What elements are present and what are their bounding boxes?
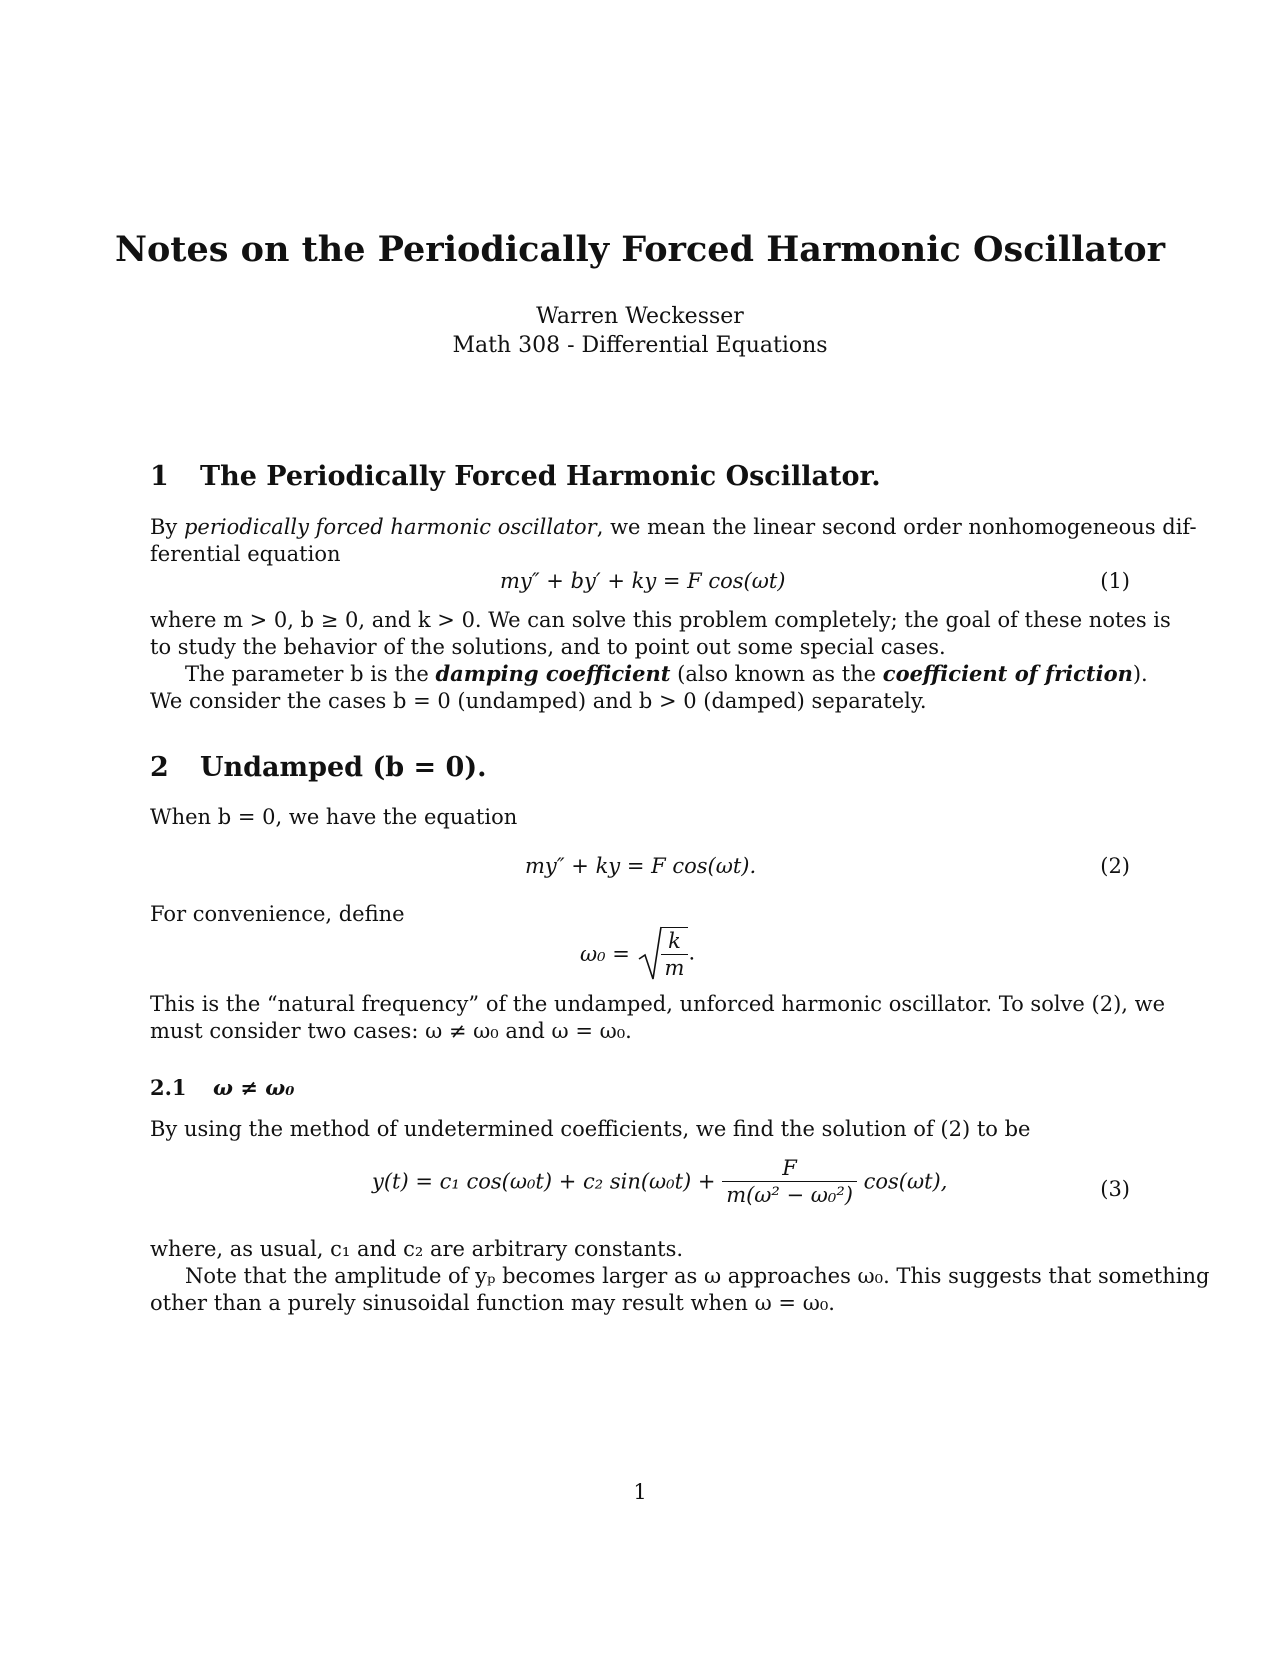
bold-term-coefficient-of-friction: coefficient of friction xyxy=(882,661,1133,686)
section-1-paragraph-3-line-2: We consider the cases b = 0 (undamped) and b > 0 (damped) separately. xyxy=(150,689,927,713)
section-2-paragraph-3-line-1: This is the “natural frequency” of the undamped, unforced harmonic oscillator. To solve (2), we xyxy=(150,992,1166,1016)
sqrt-fraction xyxy=(661,927,689,981)
equation-3-fraction xyxy=(722,1155,857,1208)
omega-zero-lhs: ω₀ = xyxy=(580,942,630,966)
fraction-denominator: m(ω² − ω₀²) xyxy=(722,1181,857,1208)
equation-2-label: (2) xyxy=(1100,854,1130,878)
subsection-2-1-paragraph-3-line-2: other than a purely sinusoidal function may result when ω = ω₀. xyxy=(150,1291,835,1315)
section-1-paragraph-3-line-1 xyxy=(185,660,1148,688)
fraction-numerator: k xyxy=(668,929,681,953)
italic-term: periodically forced harmonic oscillator xyxy=(183,515,597,539)
section-2-paragraph-2: For convenience, define xyxy=(150,902,405,926)
equation-3-lhs: y(t) = c₁ cos(ω₀t) + c₂ sin(ω₀t) + xyxy=(372,1169,716,1194)
equation-1: my″ + by′ + ky = F cos(ωt) xyxy=(500,569,786,593)
text-run: (also known as the xyxy=(670,662,883,686)
page-number: 1 xyxy=(633,1480,647,1504)
section-1-paragraph-2-line-2: to study the behavior of the solutions, and to point out some special cases. xyxy=(150,635,946,659)
section-1-number: 1 xyxy=(150,461,169,492)
equation-3-label: (3) xyxy=(1100,1177,1130,1201)
text-run: By xyxy=(150,515,184,539)
fraction-denominator: m xyxy=(661,954,689,981)
section-2-paragraph-3-line-2: must consider two cases: ω ≠ ω₀ and ω = ω₀. xyxy=(150,1019,632,1043)
section-1-paragraph-1-line-1 xyxy=(150,513,1197,541)
text-run: The parameter b is the xyxy=(185,662,436,686)
section-2-number: 2 xyxy=(150,752,169,783)
section-2-paragraph-1: When b = 0, we have the equation xyxy=(150,805,518,829)
equation-1-label: (1) xyxy=(1100,569,1130,593)
subsection-2-1-paragraph-3-line-1: Note that the amplitude of yₚ becomes larger as ω approaches ω₀. This suggests that something xyxy=(185,1264,1210,1288)
course-name: Math 308 - Differential Equations xyxy=(452,333,828,358)
section-2-title: Undamped (b = 0). xyxy=(200,752,487,783)
section-1-paragraph-1-line-2: ferential equation xyxy=(150,542,341,566)
author-name: Warren Weckesser xyxy=(536,304,744,329)
section-1-title: The Periodically Forced Harmonic Oscillator. xyxy=(200,461,881,492)
square-root: $\frac{k}{m}$ . xyxy=(637,925,696,983)
text-run: , we mean the linear second order nonhomogeneous dif- xyxy=(596,515,1197,539)
equation-2: my″ + ky = F cos(ωt). xyxy=(525,854,757,878)
subsection-2-1-paragraph-2: where, as usual, c₁ and c₂ are arbitrary constants. xyxy=(150,1237,684,1261)
subsection-2-1-paragraph-1: By using the method of undetermined coefficients, we find the solution of (2) to be xyxy=(150,1117,1031,1141)
section-1-paragraph-2-line-1: where m > 0, b ≥ 0, and k > 0. We can solve this problem completely; the goal of these notes is xyxy=(150,608,1171,632)
bold-term-damping-coefficient: damping coefficient xyxy=(435,661,671,686)
document-title: Notes on the Periodically Forced Harmonic Oscillator xyxy=(114,229,1166,270)
fraction-numerator: F xyxy=(782,1156,797,1180)
equation-3-rhs: cos(ωt), xyxy=(863,1169,948,1194)
text-run: ). xyxy=(1132,662,1148,686)
subsection-2-1-number: 2.1 xyxy=(150,1075,187,1100)
equation-3 xyxy=(372,1155,947,1219)
radical-sign-icon xyxy=(637,925,663,983)
subsection-2-1-title: ω ≠ ω₀ xyxy=(213,1075,295,1100)
omega-zero-definition xyxy=(580,925,695,985)
